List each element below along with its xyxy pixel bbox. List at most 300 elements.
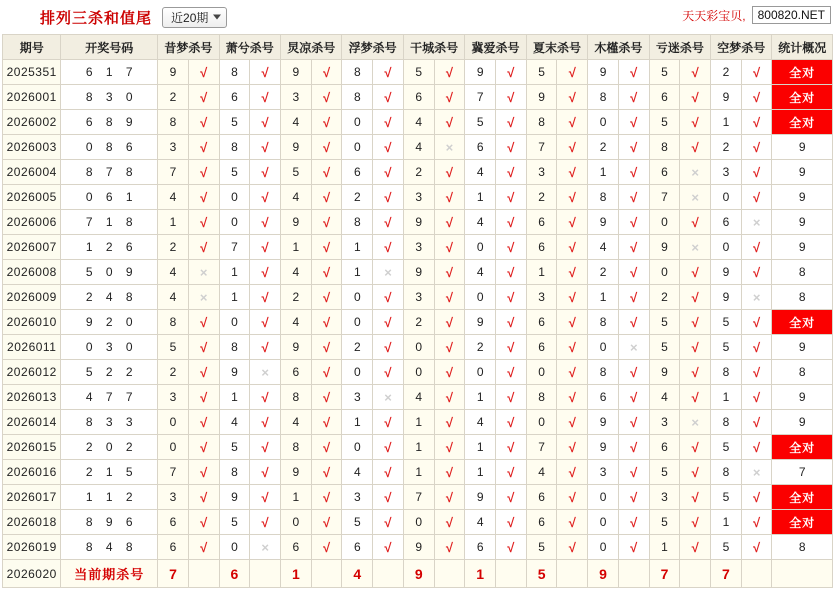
col-header-g6[interactable]: 冀爱杀号: [465, 35, 526, 60]
kill-result-mark: √: [261, 289, 269, 305]
check-icon: [188, 185, 219, 210]
cell-kill-number: 8: [526, 110, 557, 135]
check-icon: [311, 435, 342, 460]
brand-domain: 800820.NET: [752, 6, 831, 24]
check-icon: [741, 260, 772, 285]
kill-result-mark: √: [384, 539, 392, 555]
check-icon: [373, 160, 404, 185]
kill-result-mark: √: [753, 189, 761, 205]
cell-kill-number: 3: [526, 285, 557, 310]
cell-draw-code: 1 2 6: [61, 235, 158, 260]
cell-kill-number: 1: [158, 210, 189, 235]
kill-result-mark: √: [630, 189, 638, 205]
check-icon: [496, 410, 527, 435]
check-icon: [496, 310, 527, 335]
kill-result-mark: √: [691, 114, 699, 130]
kill-result-mark: ×: [691, 164, 699, 180]
cell-current-kill-number: 1: [280, 560, 311, 588]
cell-kill-number: 8: [649, 135, 680, 160]
check-icon: [434, 535, 465, 560]
kill-result-mark: √: [384, 64, 392, 80]
check-icon: [557, 110, 588, 135]
kill-result-mark: √: [200, 89, 208, 105]
cell-draw-code: 7 1 8: [61, 210, 158, 235]
kill-result-mark: √: [384, 139, 392, 155]
period-range-select[interactable]: [162, 7, 227, 28]
cell-kill-number: 8: [711, 410, 742, 435]
check-icon: [311, 335, 342, 360]
check-icon: [741, 360, 772, 385]
kill-result-mark: √: [630, 139, 638, 155]
cell-kill-number: 9: [403, 260, 434, 285]
kill-result-mark: √: [322, 239, 331, 255]
check-icon: [557, 85, 588, 110]
cell-kill-number: 4: [526, 460, 557, 485]
cell-draw-code: 0 8 6: [61, 135, 158, 160]
check-icon: [680, 460, 711, 485]
cell-period: 2026006: [3, 210, 61, 235]
kill-result-mark: √: [200, 489, 208, 505]
cell-kill-number: 6: [649, 85, 680, 110]
cell-kill-number: 8: [280, 435, 311, 460]
kill-result-mark: √: [384, 314, 392, 330]
brand-text: 天天彩宝贝,: [682, 8, 746, 23]
kill-result-mark: √: [507, 464, 515, 480]
cell-kill-number: 5: [649, 335, 680, 360]
cell-kill-number: 6: [158, 535, 189, 560]
cell-current-kill-number: 5: [526, 560, 557, 588]
check-icon: [311, 110, 342, 135]
cell-kill-number: 4: [280, 410, 311, 435]
cell-current-stat: [772, 560, 833, 588]
check-icon: [434, 485, 465, 510]
cell-current-kill-mark: [250, 560, 281, 588]
kill-result-mark: √: [200, 439, 208, 455]
kill-result-mark: √: [507, 64, 515, 80]
cell-kill-number: 9: [280, 135, 311, 160]
check-icon: [496, 60, 527, 85]
cell-period: 2026005: [3, 185, 61, 210]
check-icon: [741, 485, 772, 510]
status-badge: 全对: [772, 60, 833, 85]
table-row: [3, 410, 833, 435]
kill-result-mark: √: [691, 314, 699, 330]
check-icon: [557, 335, 588, 360]
check-icon: [618, 235, 649, 260]
check-icon: [250, 210, 281, 235]
kill-result-mark: √: [384, 339, 392, 355]
cell-kill-number: 9: [711, 260, 742, 285]
kill-result-mark: √: [322, 364, 331, 380]
cell-kill-number: 5: [465, 110, 496, 135]
kill-result-mark: √: [261, 264, 269, 280]
cell-kill-number: 1: [649, 535, 680, 560]
cell-kill-number: 0: [649, 260, 680, 285]
kill-result-mark: √: [261, 514, 269, 530]
check-icon: [557, 360, 588, 385]
cell-kill-number: 6: [465, 535, 496, 560]
kill-result-mark: √: [322, 539, 331, 555]
check-icon: [680, 385, 711, 410]
kill-result-mark: √: [507, 114, 515, 130]
kill-result-mark: √: [568, 364, 576, 380]
cell-kill-number: 9: [465, 60, 496, 85]
cell-period: 2026002: [3, 110, 61, 135]
kill-result-mark: √: [630, 89, 638, 105]
kill-result-mark: √: [691, 364, 699, 380]
check-icon: [496, 135, 527, 160]
cross-icon: [188, 285, 219, 310]
col-header-g5[interactable]: 干城杀号: [403, 35, 464, 60]
col-header-g9[interactable]: 亏迷杀号: [649, 35, 710, 60]
kill-result-mark: √: [568, 89, 576, 105]
cell-kill-number: 8: [342, 60, 373, 85]
kill-result-mark: ×: [752, 214, 761, 230]
kill-result-mark: √: [691, 264, 699, 280]
check-icon: [311, 285, 342, 310]
check-icon: [434, 110, 465, 135]
kill-result-mark: √: [630, 514, 638, 530]
cell-kill-number: 2: [649, 285, 680, 310]
kill-result-mark: √: [753, 414, 761, 430]
kill-result-mark: √: [753, 514, 761, 530]
cell-kill-number: 1: [342, 260, 373, 285]
cross-icon: [434, 135, 465, 160]
col-header-g7[interactable]: 夏末杀号: [526, 35, 587, 60]
cell-current-kill-number: 9: [588, 560, 619, 588]
cell-stat: 9: [772, 185, 833, 210]
cell-kill-number: 4: [280, 185, 311, 210]
kill-result-mark: √: [507, 189, 515, 205]
cell-period: 2026013: [3, 385, 61, 410]
check-icon: [250, 235, 281, 260]
cell-kill-number: 2: [342, 335, 373, 360]
cell-kill-number: 1: [711, 110, 742, 135]
check-icon: [311, 460, 342, 485]
kill-result-mark: √: [753, 164, 761, 180]
check-icon: [618, 310, 649, 335]
col-header-g4[interactable]: 浮梦杀号: [342, 35, 403, 60]
kill-result-mark: √: [261, 414, 269, 430]
cell-kill-number: 9: [280, 460, 311, 485]
check-icon: [250, 110, 281, 135]
cell-period: 2026014: [3, 410, 61, 435]
check-icon: [618, 535, 649, 560]
col-header-g3[interactable]: 炅凉杀号: [280, 35, 341, 60]
kill-result-mark: √: [261, 464, 269, 480]
cell-kill-number: 0: [403, 510, 434, 535]
cross-icon: [741, 460, 772, 485]
kill-result-mark: √: [691, 489, 699, 505]
col-header-stat[interactable]: 统计概况: [772, 35, 833, 60]
cell-stat: 8: [772, 535, 833, 560]
cell-kill-number: 5: [711, 535, 742, 560]
cell-kill-number: 4: [280, 310, 311, 335]
kill-result-mark: √: [568, 439, 576, 455]
cell-kill-number: 5: [526, 535, 557, 560]
cell-kill-number: 2: [588, 260, 619, 285]
kill-result-mark: √: [507, 339, 515, 355]
check-icon: [434, 410, 465, 435]
kill-result-mark: √: [261, 214, 269, 230]
kill-result-mark: √: [384, 164, 392, 180]
check-icon: [373, 535, 404, 560]
check-icon: [188, 535, 219, 560]
kill-result-mark: √: [445, 214, 453, 230]
cell-kill-number: 3: [588, 460, 619, 485]
check-icon: [680, 60, 711, 85]
cell-stat: 8: [772, 260, 833, 285]
check-icon: [373, 360, 404, 385]
kill-result-mark: √: [507, 164, 515, 180]
check-icon: [496, 460, 527, 485]
check-icon: [373, 435, 404, 460]
kill-result-mark: √: [322, 439, 331, 455]
check-icon: [311, 210, 342, 235]
col-header-period[interactable]: 期号: [3, 35, 61, 60]
kill-result-mark: √: [322, 139, 331, 155]
kill-result-mark: √: [568, 214, 576, 230]
check-icon: [434, 435, 465, 460]
table-row: [3, 85, 833, 110]
cell-draw-code: 6 1 7: [61, 60, 158, 85]
period-range-value: 近20期: [171, 10, 209, 25]
check-icon: [250, 460, 281, 485]
cross-icon: [250, 535, 281, 560]
cross-icon: [680, 160, 711, 185]
cell-kill-number: 1: [403, 460, 434, 485]
kill-result-mark: √: [322, 189, 331, 205]
cell-period: 2026017: [3, 485, 61, 510]
col-header-g1[interactable]: 昔梦杀号: [158, 35, 219, 60]
check-icon: [496, 110, 527, 135]
cell-kill-number: 0: [588, 110, 619, 135]
kill-result-mark: √: [507, 439, 515, 455]
kill-result-mark: √: [261, 189, 269, 205]
cell-period: 2026011: [3, 335, 61, 360]
cell-period: 2026001: [3, 85, 61, 110]
kill-result-mark: √: [630, 114, 638, 130]
check-icon: [434, 185, 465, 210]
cell-kill-number: 4: [465, 210, 496, 235]
kill-result-mark: √: [445, 539, 453, 555]
check-icon: [557, 185, 588, 210]
cell-kill-number: 6: [649, 435, 680, 460]
cell-kill-number: 1: [219, 285, 250, 310]
check-icon: [188, 460, 219, 485]
cell-current-kill-mark: [741, 560, 772, 588]
kill-result-mark: √: [691, 289, 699, 305]
check-icon: [311, 535, 342, 560]
cross-icon: [680, 235, 711, 260]
table-row: [3, 210, 833, 235]
cell-kill-number: 0: [711, 235, 742, 260]
kill-result-mark: √: [322, 414, 331, 430]
cell-kill-number: 2: [711, 60, 742, 85]
check-icon: [741, 135, 772, 160]
cell-kill-number: 0: [526, 410, 557, 435]
cell-draw-code: 8 3 3: [61, 410, 158, 435]
table-header-row: [3, 35, 833, 60]
check-icon: [373, 410, 404, 435]
cell-kill-number: 6: [465, 135, 496, 160]
cell-current-kill-mark: [557, 560, 588, 588]
kill-result-mark: √: [691, 339, 699, 355]
cell-kill-number: 9: [711, 85, 742, 110]
kill-result-mark: √: [445, 414, 453, 430]
check-icon: [680, 260, 711, 285]
kill-result-mark: √: [630, 264, 638, 280]
cell-kill-number: 8: [588, 360, 619, 385]
kill-result-mark: ×: [199, 264, 208, 280]
col-header-g10[interactable]: 空梦杀号: [711, 35, 772, 60]
kill-result-mark: √: [322, 114, 331, 130]
check-icon: [434, 510, 465, 535]
col-header-g8[interactable]: 木槿杀号: [588, 35, 649, 60]
cell-kill-number: 5: [219, 435, 250, 460]
cell-kill-number: 0: [342, 435, 373, 460]
cell-current-kill-number: 9: [403, 560, 434, 588]
kill-result-mark: √: [507, 489, 515, 505]
kill-result-mark: √: [200, 64, 208, 80]
cell-kill-number: 6: [526, 510, 557, 535]
cross-icon: [373, 385, 404, 410]
check-icon: [496, 85, 527, 110]
kill-result-mark: √: [200, 214, 208, 230]
status-badge: 全对: [772, 510, 833, 535]
cell-period: 2025351: [3, 60, 61, 85]
table-row: [3, 385, 833, 410]
check-icon: [618, 185, 649, 210]
check-icon: [618, 135, 649, 160]
cell-kill-number: 9: [588, 435, 619, 460]
kill-result-mark: √: [630, 389, 638, 405]
check-icon: [188, 510, 219, 535]
check-icon: [250, 485, 281, 510]
cell-kill-number: 0: [588, 335, 619, 360]
cell-draw-code: 8 4 8: [61, 535, 158, 560]
check-icon: [434, 160, 465, 185]
cell-kill-number: 0: [588, 535, 619, 560]
check-icon: [250, 260, 281, 285]
kill-result-mark: √: [445, 364, 453, 380]
cell-kill-number: 5: [649, 60, 680, 85]
cell-kill-number: 0: [219, 210, 250, 235]
cell-kill-number: 8: [588, 85, 619, 110]
check-icon: [496, 260, 527, 285]
kill-result-mark: √: [753, 539, 761, 555]
check-icon: [373, 510, 404, 535]
cell-draw-code: 2 1 5: [61, 460, 158, 485]
kill-result-mark: √: [445, 514, 453, 530]
kill-result-mark: √: [200, 239, 208, 255]
check-icon: [188, 60, 219, 85]
cell-current-kill-number: 7: [158, 560, 189, 588]
cell-stat: 9: [772, 335, 833, 360]
kill-result-mark: √: [445, 164, 453, 180]
kill-result-mark: √: [630, 489, 638, 505]
cell-kill-number: 7: [526, 135, 557, 160]
cell-kill-number: 6: [526, 210, 557, 235]
cross-icon: [188, 260, 219, 285]
kill-result-mark: √: [445, 264, 453, 280]
cell-period: 2026010: [3, 310, 61, 335]
cell-kill-number: 1: [280, 235, 311, 260]
check-icon: [434, 60, 465, 85]
cell-kill-number: 9: [649, 360, 680, 385]
kill-result-mark: √: [507, 289, 515, 305]
cell-kill-number: 1: [465, 185, 496, 210]
col-header-code[interactable]: 开奖号码: [61, 35, 158, 60]
check-icon: [496, 210, 527, 235]
check-icon: [680, 335, 711, 360]
kill-result-mark: ×: [445, 139, 454, 155]
kill-result-mark: √: [384, 364, 392, 380]
cell-kill-number: 3: [280, 85, 311, 110]
cell-stat: 8: [772, 360, 833, 385]
status-badge: 全对: [772, 85, 833, 110]
cell-kill-number: 4: [649, 385, 680, 410]
cell-kill-number: 3: [649, 410, 680, 435]
status-badge: 全对: [772, 110, 833, 135]
check-icon: [496, 285, 527, 310]
check-icon: [496, 385, 527, 410]
cell-period: 2026016: [3, 460, 61, 485]
check-icon: [434, 210, 465, 235]
check-icon: [618, 85, 649, 110]
table-row: [3, 510, 833, 535]
cell-period: 2026004: [3, 160, 61, 185]
cell-kill-number: 6: [711, 210, 742, 235]
col-header-g2[interactable]: 萧兮杀号: [219, 35, 280, 60]
cell-kill-number: 5: [342, 510, 373, 535]
page-title: 排列三杀和值尾: [40, 9, 153, 27]
check-icon: [680, 210, 711, 235]
check-icon: [557, 135, 588, 160]
cell-draw-code: 2 4 8: [61, 285, 158, 310]
check-icon: [434, 460, 465, 485]
check-icon: [434, 285, 465, 310]
cell-period: 2026012: [3, 360, 61, 385]
check-icon: [680, 535, 711, 560]
kill-result-mark: √: [630, 414, 638, 430]
cell-kill-number: 1: [403, 435, 434, 460]
kill-result-mark: √: [753, 389, 761, 405]
kill-result-mark: √: [261, 164, 269, 180]
status-badge: 全对: [772, 435, 833, 460]
kill-result-mark: √: [507, 239, 515, 255]
cell-kill-number: 8: [588, 310, 619, 335]
cell-kill-number: 8: [711, 360, 742, 385]
check-icon: [311, 235, 342, 260]
kill-result-mark: ×: [691, 239, 699, 255]
kill-result-mark: √: [691, 514, 699, 530]
kill-result-mark: √: [384, 89, 392, 105]
kill-result-mark: √: [261, 339, 269, 355]
kill-result-mark: √: [384, 289, 392, 305]
check-icon: [188, 435, 219, 460]
check-icon: [250, 385, 281, 410]
cell-kill-number: 9: [219, 485, 250, 510]
kill-result-mark: √: [445, 89, 453, 105]
kill-result-mark: √: [445, 339, 453, 355]
cell-current-kill-mark: [373, 560, 404, 588]
kill-result-mark: ×: [261, 539, 269, 555]
check-icon: [496, 485, 527, 510]
check-icon: [434, 85, 465, 110]
cell-kill-number: 4: [403, 385, 434, 410]
table-row: [3, 60, 833, 85]
